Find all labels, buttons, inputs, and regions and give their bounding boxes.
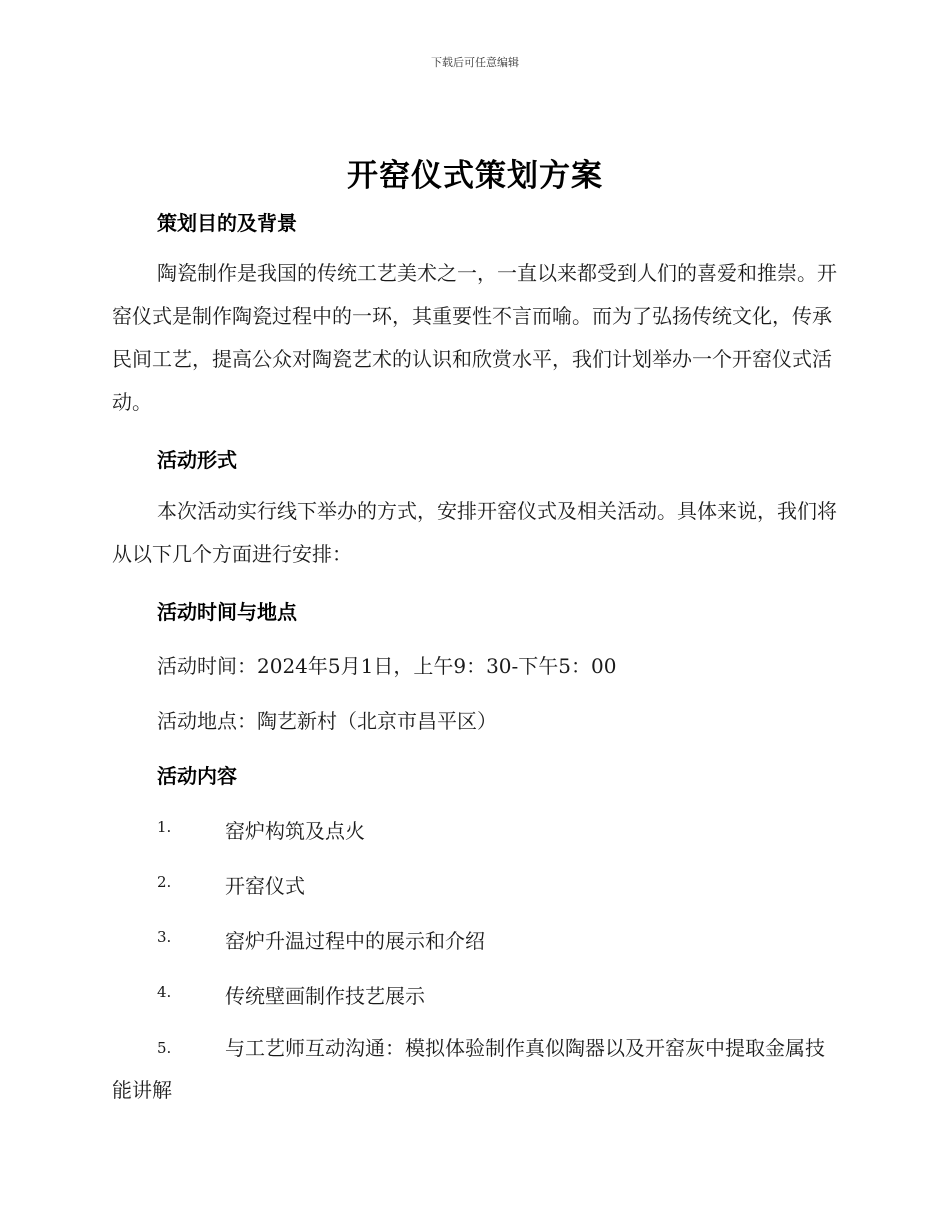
list-item-number: 2. <box>157 873 172 891</box>
section-heading-content: 活动内容 <box>157 764 237 788</box>
list-item-number: 4. <box>157 983 172 1001</box>
page-header: 下载后可任意编辑 <box>431 56 519 69</box>
list-item-number: 3. <box>157 928 172 946</box>
section-heading-time-place: 活动时间与地点 <box>157 600 297 624</box>
list-item-number: 5. <box>157 1039 172 1057</box>
activity-place: 活动地点：陶艺新村（北京市昌平区） <box>157 709 497 733</box>
activity-time: 活动时间：2024年5月1日，上午9：30-下午5：00 <box>157 654 617 678</box>
section-heading-background: 策划目的及背景 <box>157 211 297 235</box>
list-item-text: 开窑仪式 <box>225 874 305 898</box>
section-heading-form: 活动形式 <box>157 448 237 472</box>
document-title: 开窑仪式策划方案 <box>347 158 603 194</box>
background-paragraph: 陶瓷制作是我国的传统工艺美术之一，一直以来都受到人们的喜爱和推崇。开窑仪式是制作陶瓷过程中的一环，其重要性不言而喻。而为了弘扬传统文化，传承民间工艺，提高公众对陶瓷艺术的认识和欣赏水平，我们计划举办一个开窑仪式活动。 <box>112 261 837 414</box>
list-item <box>112 1027 837 1111</box>
list-item-number: 1. <box>157 818 172 836</box>
form-paragraph: 本次活动实行线下举办的方式，安排开窑仪式及相关活动。具体来说，我们将从以下几个方面进行安排： <box>112 499 837 566</box>
list-item-text: 窑炉构筑及点火 <box>225 819 365 843</box>
list-item-text: 传统壁画制作技艺展示 <box>225 984 425 1008</box>
list-item-text: 窑炉升温过程中的展示和介绍 <box>225 929 485 953</box>
list-item-text: 与工艺师互动沟通：模拟体验制作真似陶器以及开窑灰中提取金属技能讲解 <box>112 1036 825 1102</box>
